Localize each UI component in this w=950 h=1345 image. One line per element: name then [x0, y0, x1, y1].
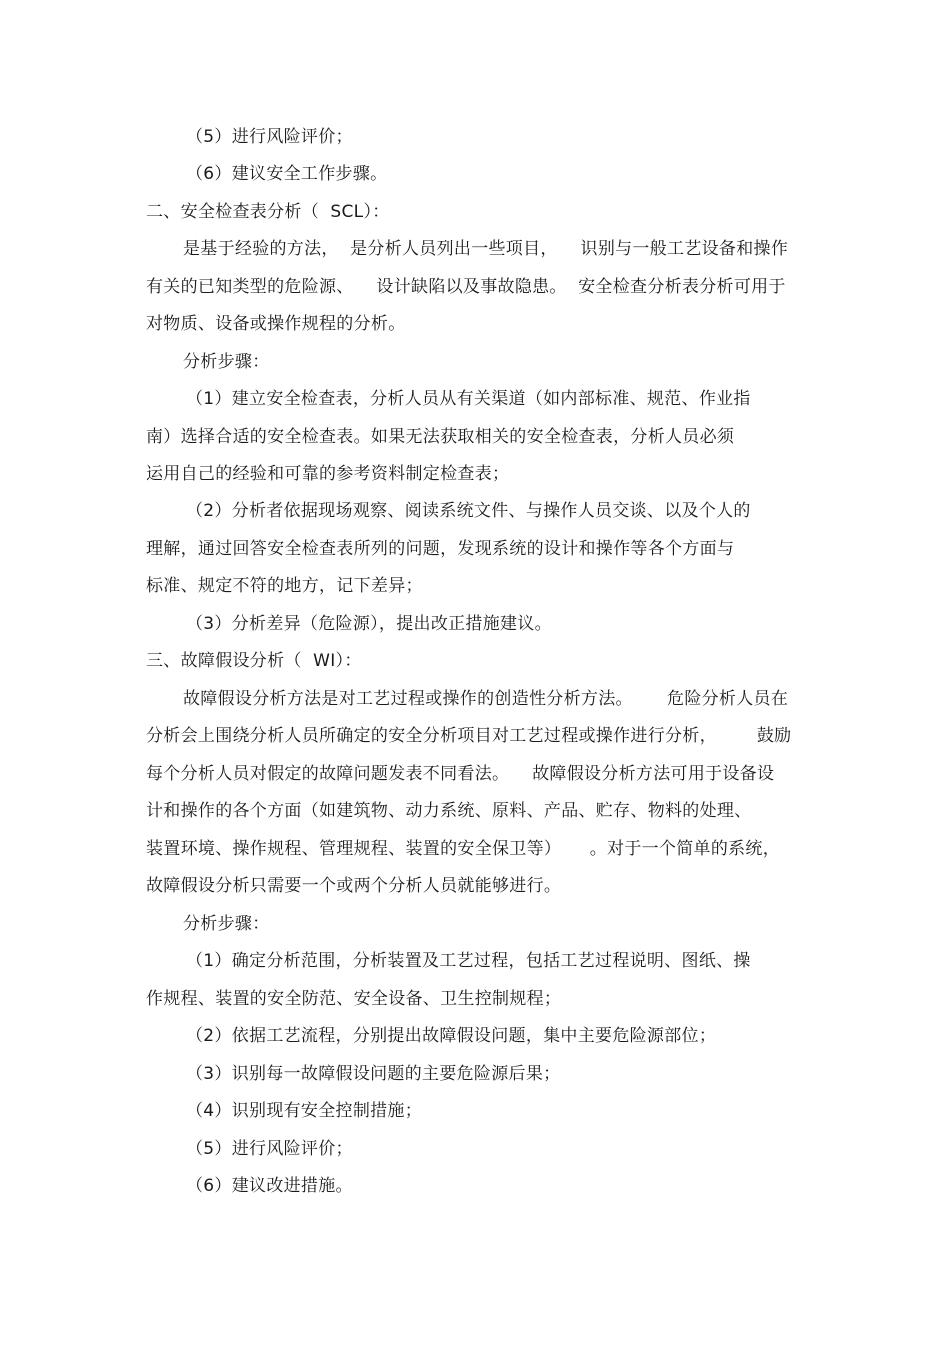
- text-line: 对物质、设备或操作规程的分析。: [146, 314, 406, 334]
- text-line: 计和操作的各个方面（如建筑物、动力系统、原料、产品、贮存、物料的处理、: [146, 801, 752, 821]
- text-line: 故障假设分析只需要一个或两个分析人员就能够进行。: [146, 876, 562, 896]
- text-line: 作规程、装置的安全防范、安全设备、卫生控制规程；: [146, 989, 562, 1009]
- text-line: （6）建议安全工作步骤。: [186, 164, 388, 184]
- text-line: 装置环境、操作规程、管理规程、装置的安全保卫等） 。对于一个简单的系统，: [146, 839, 781, 859]
- section-heading: 三、故障假设分析（ WI）：: [146, 651, 362, 671]
- text-line: 有关的已知类型的危险源、 设计缺陷以及事故隐患。 安全检查分析表分析可用于: [146, 277, 786, 297]
- text-line: （3）识别每一故障假设问题的主要危险源后果；: [186, 1064, 561, 1084]
- text-line: （2）分析者依据现场观察、阅读系统文件、与操作人员交谈、以及个人的: [186, 501, 751, 521]
- text-line: （3）分析差异（危险源），提出改正措施建议。: [186, 614, 552, 634]
- section-heading: 二、安全检查表分析（ SCL）：: [146, 202, 390, 222]
- text-line: 运用自己的经验和可靠的参考资料制定检查表；: [146, 464, 510, 484]
- text-line: （4）识别现有安全控制措施；: [186, 1101, 423, 1121]
- text-line: 是基于经验的方法， 是分析人员列出一些项目， 识别与一般工艺设备和操作: [183, 239, 789, 259]
- text-line: 故障假设分析方法是对工艺过程或操作的创造性分析方法。 危险分析人员在: [183, 689, 789, 709]
- text-line: 分析步骤：: [183, 352, 270, 372]
- text-line: （5）进行风险评价；: [186, 1139, 353, 1159]
- text-line: 分析步骤：: [183, 914, 270, 934]
- text-line: 南）选择合适的安全检查表。如果无法获取相关的安全检查表，分析人员必须: [146, 427, 735, 447]
- text-line: （1）确定分析范围，分析装置及工艺过程，包括工艺过程说明、图纸、操: [186, 951, 751, 971]
- text-line: （2）依据工艺流程，分别提出故障假设问题，集中主要危险源部位；: [186, 1026, 717, 1046]
- text-line: 每个分析人员对假定的故障问题发表不同看法。 故障假设分析方法可用于设备设: [146, 764, 775, 784]
- text-line: 理解，通过回答安全检查表所列的问题，发现系统的设计和操作等各个方面与: [146, 539, 735, 559]
- text-line: 标准、规定不符的地方，记下差异；: [146, 576, 423, 596]
- text-line: 分析会上围绕分析人员所确定的安全分析项目对工艺过程或操作进行分析， 鼓励: [146, 726, 792, 746]
- text-line: （1）建立安全检查表，分析人员从有关渠道（如内部标准、规范、作业指: [186, 389, 751, 409]
- text-line: （5）进行风险评价；: [186, 127, 353, 147]
- text-line: （6）建议改进措施。: [186, 1176, 353, 1196]
